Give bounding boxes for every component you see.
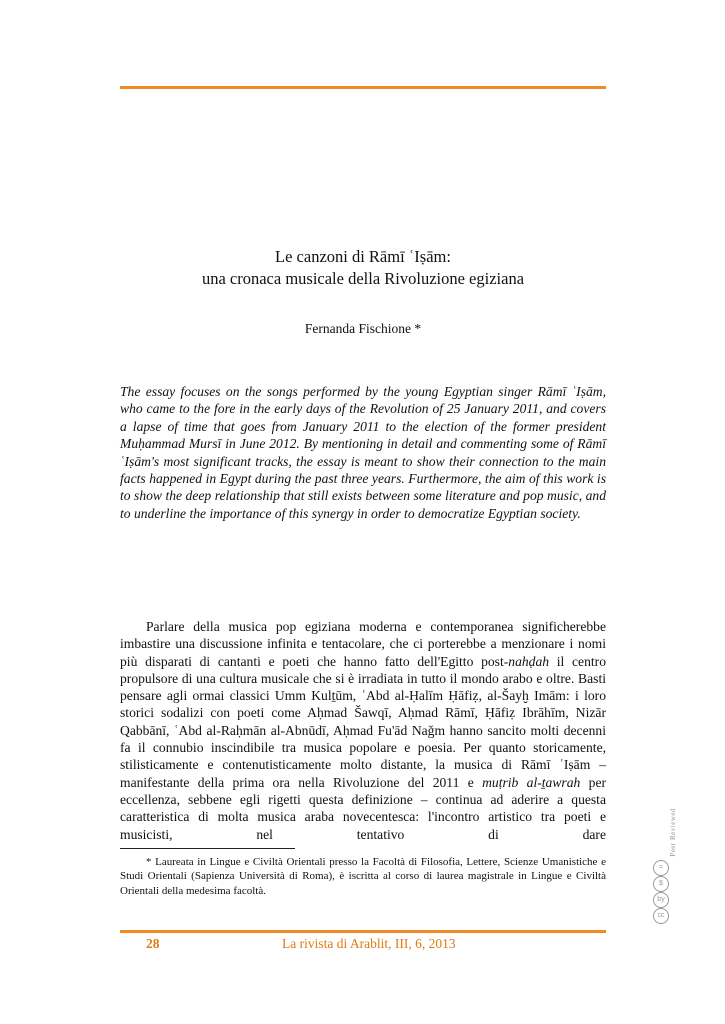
article-title [120,246,606,290]
paragraph-text: il centro propulsore di una cultura musicale che si è irradiata in tutto il mondo arabo e oltre. Basti pensare agli ormai classici Umm Kulṯūm, ʿAbd al-Ḥalīm Ḥāfiẓ, al-Šayḫ Imām: i loro storici sodalizi con poeti come Aḥmad Šawqī, Aḥmad Rāmī, Ḥāfiẓ Ibrāhīm, Nizār Qabbānī, ʿAbd al-Raḥmān al-Abnūdī, Aḥmad Fu'ād Naǧm hanno sancito molti decenni fa il connubio inscindibile tra musica popolare e poesia. Per quanto storicamente, stilisticamente e contenutisticamente molto distante, la musica di Rāmī ʿIṣām – manifestante della prima ora nella Rivoluzione del 2011 e [120,653,606,790]
footnote [120,855,606,898]
author-name: Fernanda Fischione * [304,321,422,336]
abstract: The essay focuses on the songs performed by the young Egyptian singer Rāmī ʿIṣām, who came to the fore in the early days of the Revolution of 25 January 2011, and covers a lapse of time that goes from January 2011 to the election of the former president Muḥammad Mursī in June 2012. By mentioning in detail and commenting some of Rāmī ʿIṣām's most significant tracks, the essay is meant to show their connection to the main facts happened in Egypt during the past three years. Furthermore, the aim of this work is to show the deep relationship that still exists between some literature and pop music, and to underline the importance of this synergy in order to democratize Egyptian society. [120,384,606,521]
cc-equals-icon: = [653,860,669,876]
title-line-1: Le canzoni di Rāmī ʿIṣām: [275,247,451,266]
italic-term: nahḍah [508,653,550,669]
footer-rule [120,930,606,933]
paragraph [120,618,606,843]
body-text [120,618,606,843]
journal-citation: La rivista di Arablit, III, 6, 2013 [282,936,456,951]
footnote-text: * Laureata in Lingue e Civiltà Orientali presso la Facoltà di Filosofia, Lettere, Scienze Umanistiche e Studi Orientali (Sapienza Università di Roma), è iscritta al corso di laurea magistrale in Lingue e Civiltà Orientali della medesima facoltà. [120,856,606,897]
header-rule [120,86,606,89]
footnote-rule [120,848,295,849]
page-number: 28 [146,936,160,951]
title-line-2: una cronaca musicale della Rivoluzione egiziana [201,269,525,288]
italic-term: muṭrib al-ṯawrah [482,774,581,790]
cc-icon: cc [653,908,669,924]
peer-reviewed-label: Peer Reviewed [669,808,677,857]
license-badge [648,808,688,918]
cc-noncommercial-icon: $ [653,876,669,892]
cc-by-icon: by [653,892,669,908]
paragraph-text: per eccellenza, sebbene egli rigetti questa definizione – continua ad aderire a questa caratteristica di molta musica araba novecentesca: l'incontro artistico tra poeti e musicisti, nel tentativo di dare [120,774,606,842]
paragraph-text: Parlare della musica pop egiziana moderna e contemporanea significherebbe imbastire una discussione infinita e tentacolare, che ci porterebbe a menzionare i nomi più disparati di cantanti e poeti che hanno fatto dell'Egitto post- [120,619,606,669]
